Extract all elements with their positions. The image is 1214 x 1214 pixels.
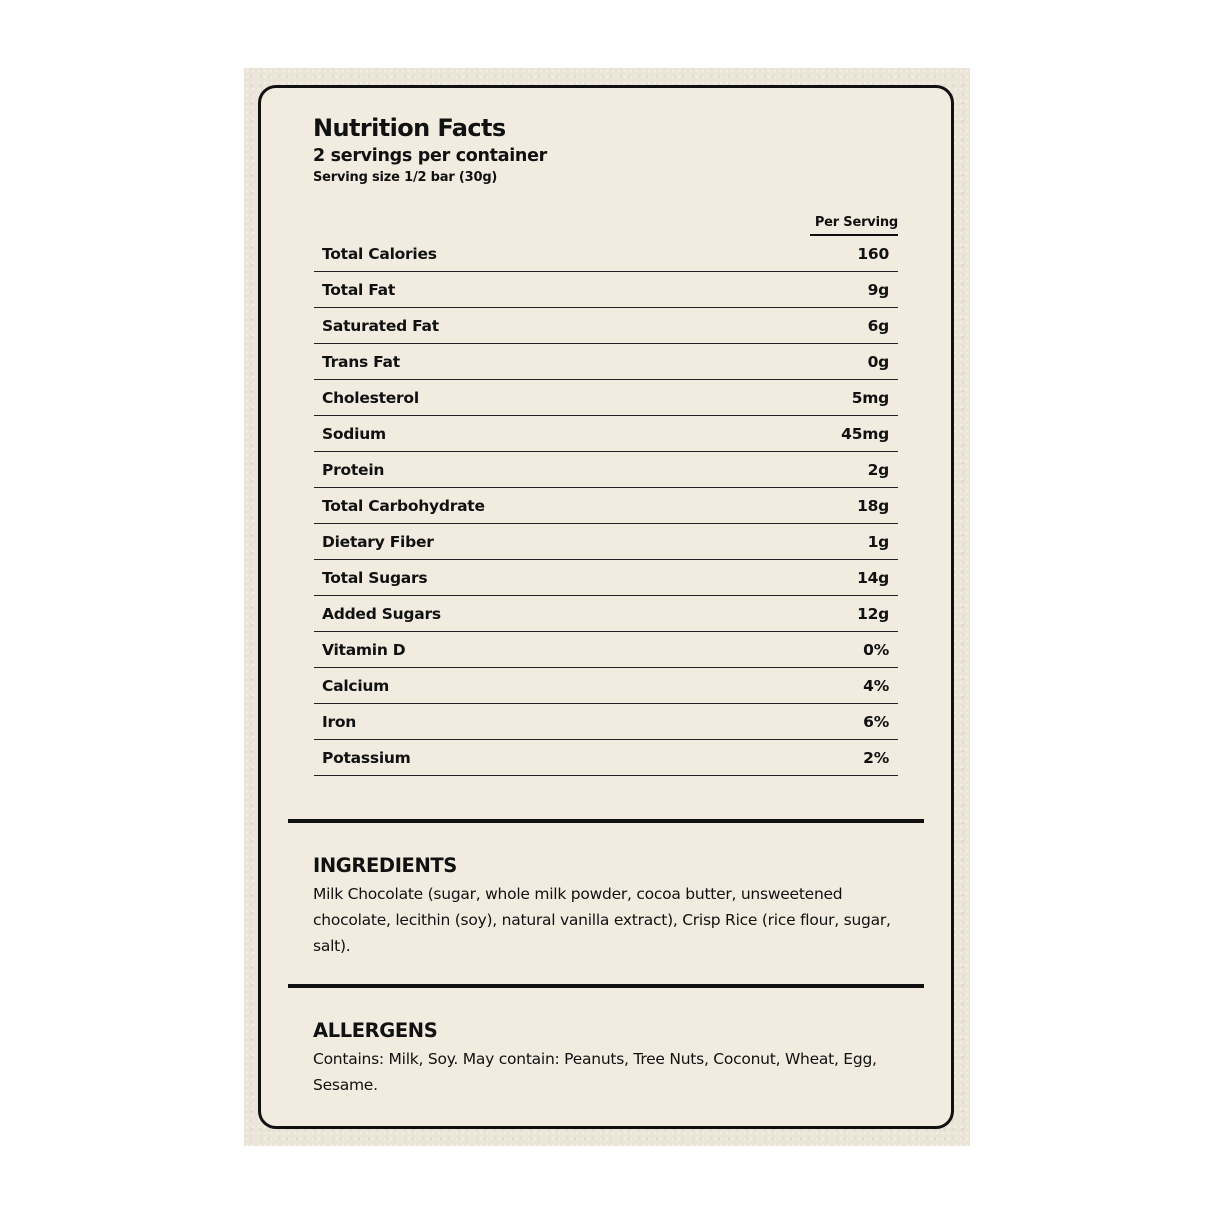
nutrient-name: Total Fat [322, 280, 396, 299]
nutrient-name: Total Calories [322, 244, 437, 263]
table-row [314, 596, 898, 632]
nutrient-name: Cholesterol [322, 388, 419, 407]
nutrient-value: 6% [863, 712, 889, 731]
nutrient-name: Total Sugars [322, 568, 428, 587]
nutrient-name: Added Sugars [322, 604, 441, 623]
nutrient-value: 18g [857, 496, 889, 515]
table-row [314, 272, 898, 308]
section-divider [288, 984, 924, 988]
nutrient-value: 2g [867, 460, 889, 479]
table-row [314, 668, 898, 704]
nutrient-name: Calcium [322, 676, 390, 695]
table-row [314, 704, 898, 740]
nutrient-name: Potassium [322, 748, 411, 767]
nutrient-value: 12g [857, 604, 889, 623]
nutrient-name: Total Carbohydrate [322, 496, 485, 515]
allergens-text: Contains: Milk, Soy. May contain: Peanuts, Tree Nuts, Coconut, Wheat, Egg, Sesame. [313, 1050, 877, 1094]
nutrient-value: 0g [867, 352, 889, 371]
table-row [314, 488, 898, 524]
servings-per-container: 2 servings per container [313, 146, 547, 166]
nutrition-facts-title: Nutrition Facts [313, 114, 506, 142]
nutrient-table [314, 236, 898, 776]
nutrient-value: 2% [863, 748, 889, 767]
serving-size: Serving size 1/2 bar (30g) [313, 170, 498, 185]
table-row [314, 416, 898, 452]
nutrient-name: Vitamin D [322, 640, 406, 659]
nutrient-name: Dietary Fiber [322, 532, 434, 551]
nutrient-value: 5mg [851, 388, 889, 407]
per-serving-header: Per Serving [810, 213, 898, 236]
nutrient-value: 6g [867, 316, 889, 335]
table-row [314, 560, 898, 596]
nutrient-name: Iron [322, 712, 357, 731]
nutrient-value: 45mg [841, 424, 889, 443]
nutrient-name: Saturated Fat [322, 316, 439, 335]
nutrient-value: 14g [857, 568, 889, 587]
nutrient-name: Trans Fat [322, 352, 400, 371]
nutrient-value: 9g [867, 280, 889, 299]
ingredients-title: INGREDIENTS [313, 854, 457, 877]
nutrient-value: 1g [867, 532, 889, 551]
nutrient-name: Protein [322, 460, 385, 479]
table-row [314, 524, 898, 560]
table-row [314, 740, 898, 776]
table-row [314, 308, 898, 344]
allergens-title: ALLERGENS [313, 1019, 438, 1042]
table-row [314, 380, 898, 416]
nutrient-value: 0% [863, 640, 889, 659]
table-row [314, 344, 898, 380]
table-row [314, 452, 898, 488]
ingredients-text: Milk Chocolate (sugar, whole milk powder, cocoa butter, unsweetened chocolate, lecithin (soy), natural vanilla extract), Crisp Rice (rice flour, sugar, salt). [313, 885, 891, 955]
table-row [314, 236, 898, 272]
nutrient-value: 4% [863, 676, 889, 695]
nutrient-name: Sodium [322, 424, 386, 443]
table-row [314, 632, 898, 668]
nutrient-value: 160 [857, 244, 889, 263]
section-divider [288, 819, 924, 823]
